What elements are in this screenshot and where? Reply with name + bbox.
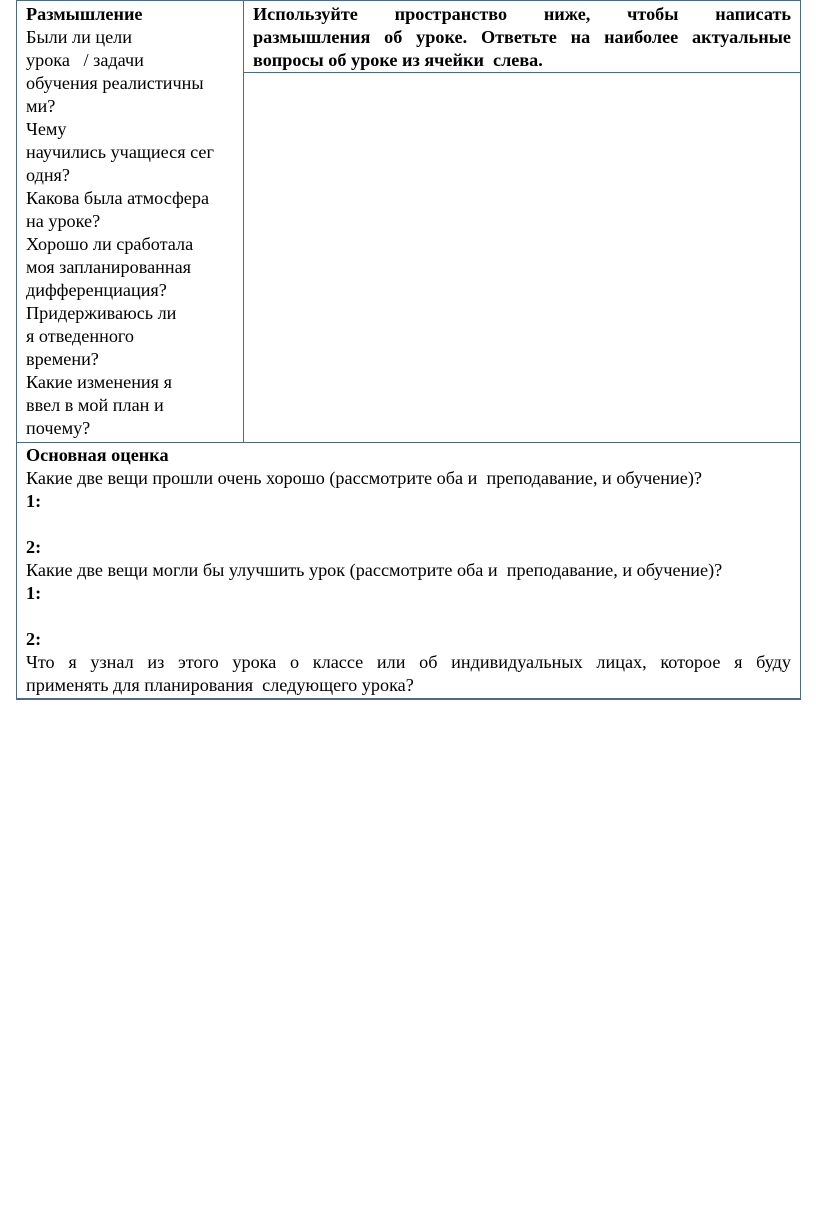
summary-answer-label: 1: [26,583,42,603]
summary-answer-label: 2: [26,537,42,557]
summary-content [26,444,791,697]
writing-space-cell[interactable] [243,72,801,443]
summary-question-3-line: применять для планирования следующего урока? [26,675,414,695]
instructions-line: размышления об уроке. Ответьте на наиболее актуальные [253,27,791,47]
reflection-question-line: почему? [26,418,91,438]
summary-title: Основная оценка [26,445,169,465]
instructions-line: вопросы об уроке из ячейки слева. [253,50,543,70]
instructions-content [253,3,791,72]
reflection-question-line: обучения реалистичны [26,73,204,93]
reflection-question-line: моя запланированная [26,257,192,277]
reflection-question-line: на уроке? [26,211,101,231]
table-bottom-border [16,698,801,700]
reflection-question-line: я отведенного [26,326,135,346]
reflection-question-line: ввел в мой план и [26,395,164,415]
summary-answer-label: 1: [26,491,42,511]
summary-answer-label: 2: [26,629,42,649]
instructions-line: Используйте пространство ниже, чтобы написать [253,4,791,24]
reflection-question-line: времени? [26,349,99,369]
reflection-question-line: Были ли цели [26,27,132,47]
reflection-question-line: одня? [26,165,70,185]
summary-question-3-line: Что я узнал из этого урока о классе или об индивидуальных лицах, которое я буду [26,652,791,672]
reflection-question-line: ми? [26,96,56,116]
reflection-table [16,0,801,700]
reflection-question-line: Какие изменения я [26,372,172,392]
reflection-question-line: Придерживаюсь ли [26,303,177,323]
reflection-title: Размышление [26,4,143,24]
reflection-question-line: урока / задачи [26,50,144,70]
summary-question-2: Какие две вещи могли бы улучшить урок (рассмотрите оба и преподавание, и обучение)? [26,560,723,580]
reflection-content [26,3,241,440]
reflection-question-line: дифференциация? [26,280,167,300]
reflection-question-line: Какова была атмосфера [26,188,210,208]
reflection-question-line: научились учащиеся сег [26,142,214,162]
summary-question-1: Какие две вещи прошли очень хорошо (рассмотрите оба и преподавание, и обучение)? [26,468,702,488]
summary-blank-line [26,513,791,536]
reflection-question-line: Чему [26,119,67,139]
reflection-question-line: Хорошо ли сработала [26,234,194,254]
summary-blank-line [26,605,791,628]
